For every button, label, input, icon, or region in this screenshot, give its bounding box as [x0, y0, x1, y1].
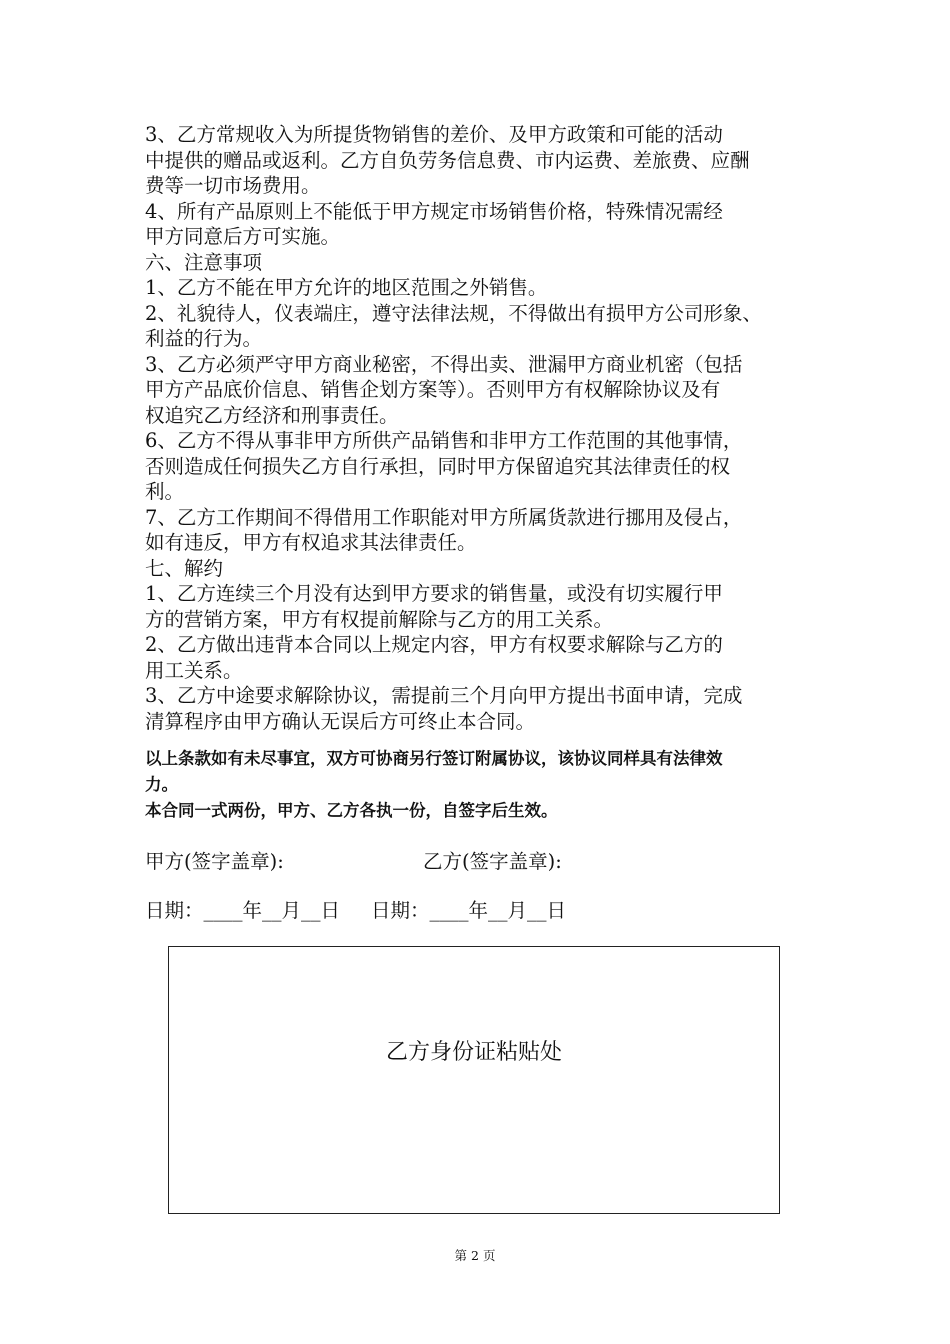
body-line: 甲方产品底价信息、销售企划方案等）。否则甲方有权解除协议及有 — [145, 378, 721, 401]
id-card-paste-box — [168, 946, 780, 1214]
closing-clauses — [145, 746, 815, 824]
body-line: 2、礼貌待人，仪表端庄，遵守法律法规，不得做出有损甲方公司形象、 — [145, 301, 762, 325]
date-line: 日期：____年__月__日 日期：____年__月__日 — [145, 899, 566, 922]
section-heading: 七、解约 — [145, 556, 224, 580]
body-line: 方的营销方案，甲方有权提前解除与乙方的用工关系。 — [145, 607, 614, 631]
body-line: 权追究乙方经济和刑事责任。 — [145, 403, 399, 427]
body-line: 3、乙方必须严守甲方商业秘密，不得出卖、泄漏甲方商业机密（包括 — [145, 352, 743, 376]
body-line: 2、乙方做出违背本合同以上规定内容，甲方有权要求解除与乙方的 — [145, 633, 723, 656]
body-line: 3、乙方常规收入为所提货物销售的差价、及甲方政策和可能的活动 — [145, 123, 723, 146]
body-line: 1、乙方不能在甲方允许的地区范围之外销售。 — [145, 276, 548, 299]
body-line: 3、乙方中途要求解除协议，需提前三个月向甲方提出书面申请，完成 — [145, 684, 743, 707]
body-line: 1、乙方连续三个月没有达到甲方要求的销售量，或没有切实履行甲 — [145, 582, 723, 605]
party-a-signature-label: 甲方(签字盖章): — [145, 850, 284, 873]
body-line: 费等一切市场费用。 — [145, 174, 321, 197]
date-row — [145, 895, 566, 923]
contract-body — [145, 122, 815, 734]
body-line: 否则造成任何损失乙方自行承担，同时甲方保留追究其法律责任的权 — [145, 454, 731, 478]
signature-row — [145, 846, 562, 874]
party-b-signature-label: 乙方(签字盖章): — [423, 850, 562, 873]
body-line: 用工关系。 — [145, 658, 243, 682]
closing-clause-line: 以上条款如有未尽事宜，双方可协商另行签订附属协议，该协议同样具有法律效 — [145, 749, 723, 768]
body-line: 4、所有产品原则上不能低于甲方规定市场销售价格，特殊情况需经 — [145, 199, 723, 223]
closing-clause-line: 本合同一式两份，甲方、乙方各执一份，自签字后生效。 — [145, 801, 558, 820]
body-line: 7、乙方工作期间不得借用工作职能对甲方所属货款进行挪用及侵占， — [145, 505, 743, 529]
closing-clause-line: 力。 — [145, 775, 178, 794]
body-line: 利。 — [145, 480, 185, 503]
body-line: 6、乙方不得从事非甲方所供产品销售和非甲方工作范围的其他事情， — [145, 429, 743, 452]
body-line: 如有违反，甲方有权追求其法律责任。 — [145, 531, 477, 554]
page-number: 第 2 页 — [454, 1248, 496, 1263]
body-line: 利益的行为。 — [145, 327, 263, 350]
body-line: 清算程序由甲方确认无误后方可终止本合同。 — [145, 709, 536, 733]
id-card-paste-label: 乙方身份证粘贴处 — [385, 1040, 562, 1065]
body-line: 中提供的赠品或返利。乙方自负劳务信息费、市内运费、差旅费、应酬 — [145, 148, 750, 172]
body-line: 甲方同意后方可实施。 — [145, 225, 341, 248]
section-heading: 六、注意事项 — [145, 250, 263, 274]
